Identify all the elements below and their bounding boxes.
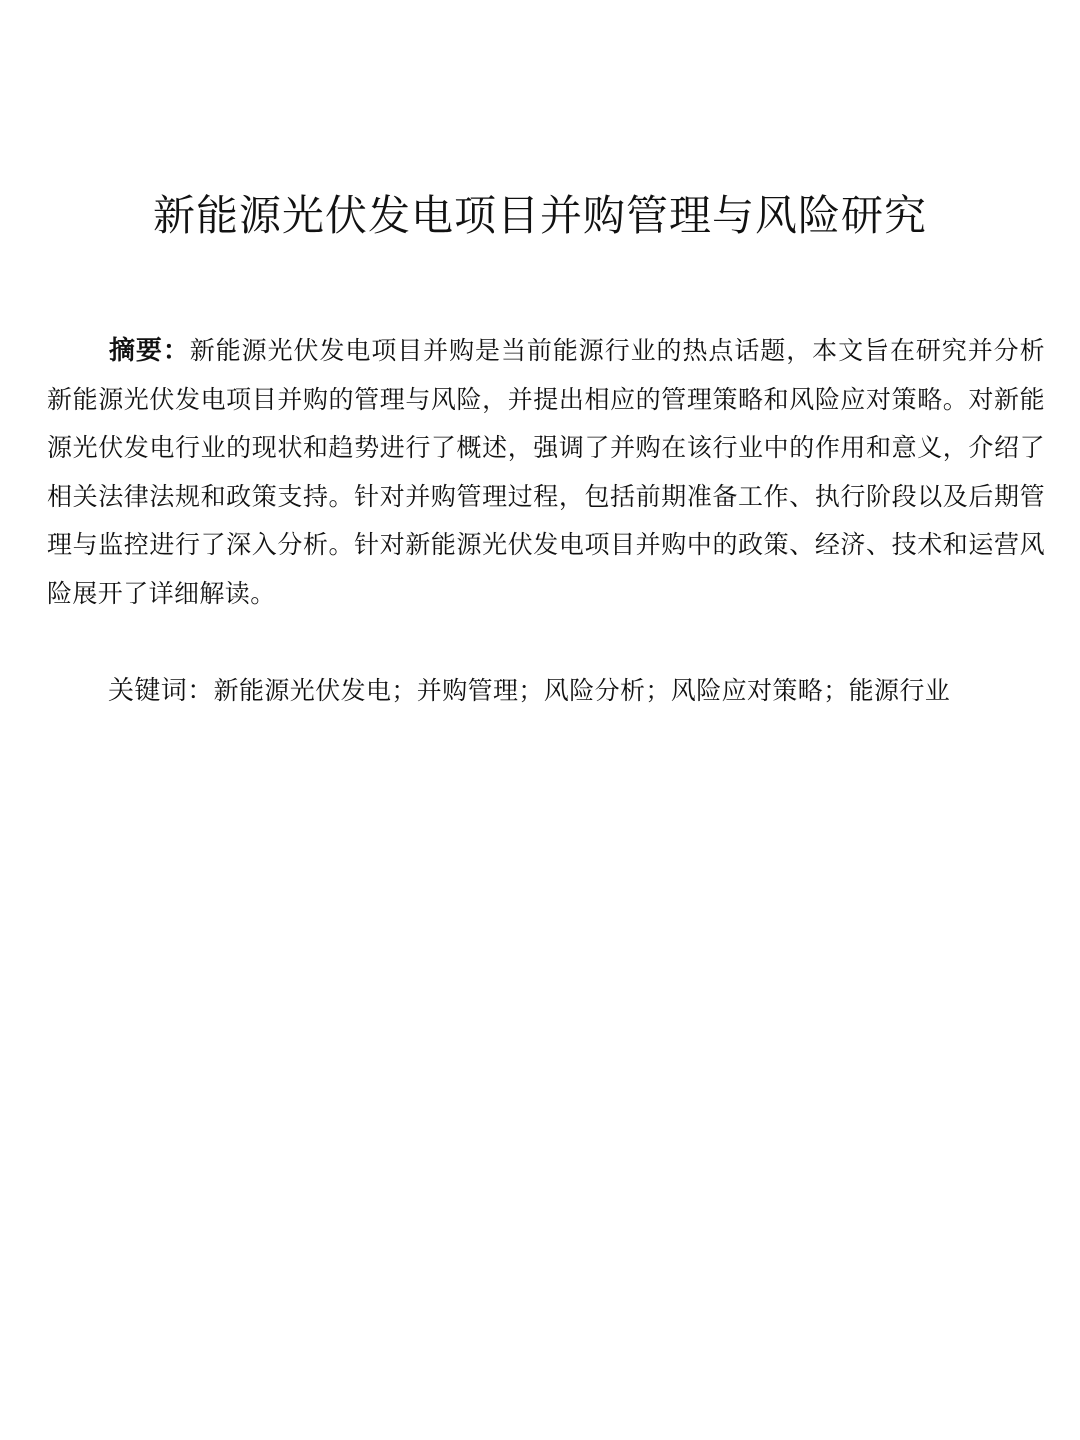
abstract-label: 摘要：	[109, 336, 190, 366]
keywords-text: 新能源光伏发电；并购管理；风险分析；风险应对策略；能源行业	[213, 676, 951, 705]
keywords-line	[108, 667, 1048, 715]
abstract-text: 新能源光伏发电项目并购是当前能源行业的热点话题，本文旨在研究并分析新能源光伏发电项目并购的管理与风险，并提出相应的管理策略和风险应对策略。对新能源光伏发电行业的现状和趋势进行了概述，强调了并购在该行业中的作用和意义，介绍了相关法律法规和政策支持。针对并购管理过程，包括前期准备工作、执行阶段以及后期管理与监控进行了深入分析。针对新能源光伏发电项目并购中的政策、经济、技术和运营风险展开了详细解读。	[47, 336, 1045, 608]
abstract-paragraph	[47, 327, 1045, 618]
document-title: 新能源光伏发电项目并购管理与风险研究	[152, 191, 927, 240]
keywords-label: 关键词：	[108, 676, 214, 706]
